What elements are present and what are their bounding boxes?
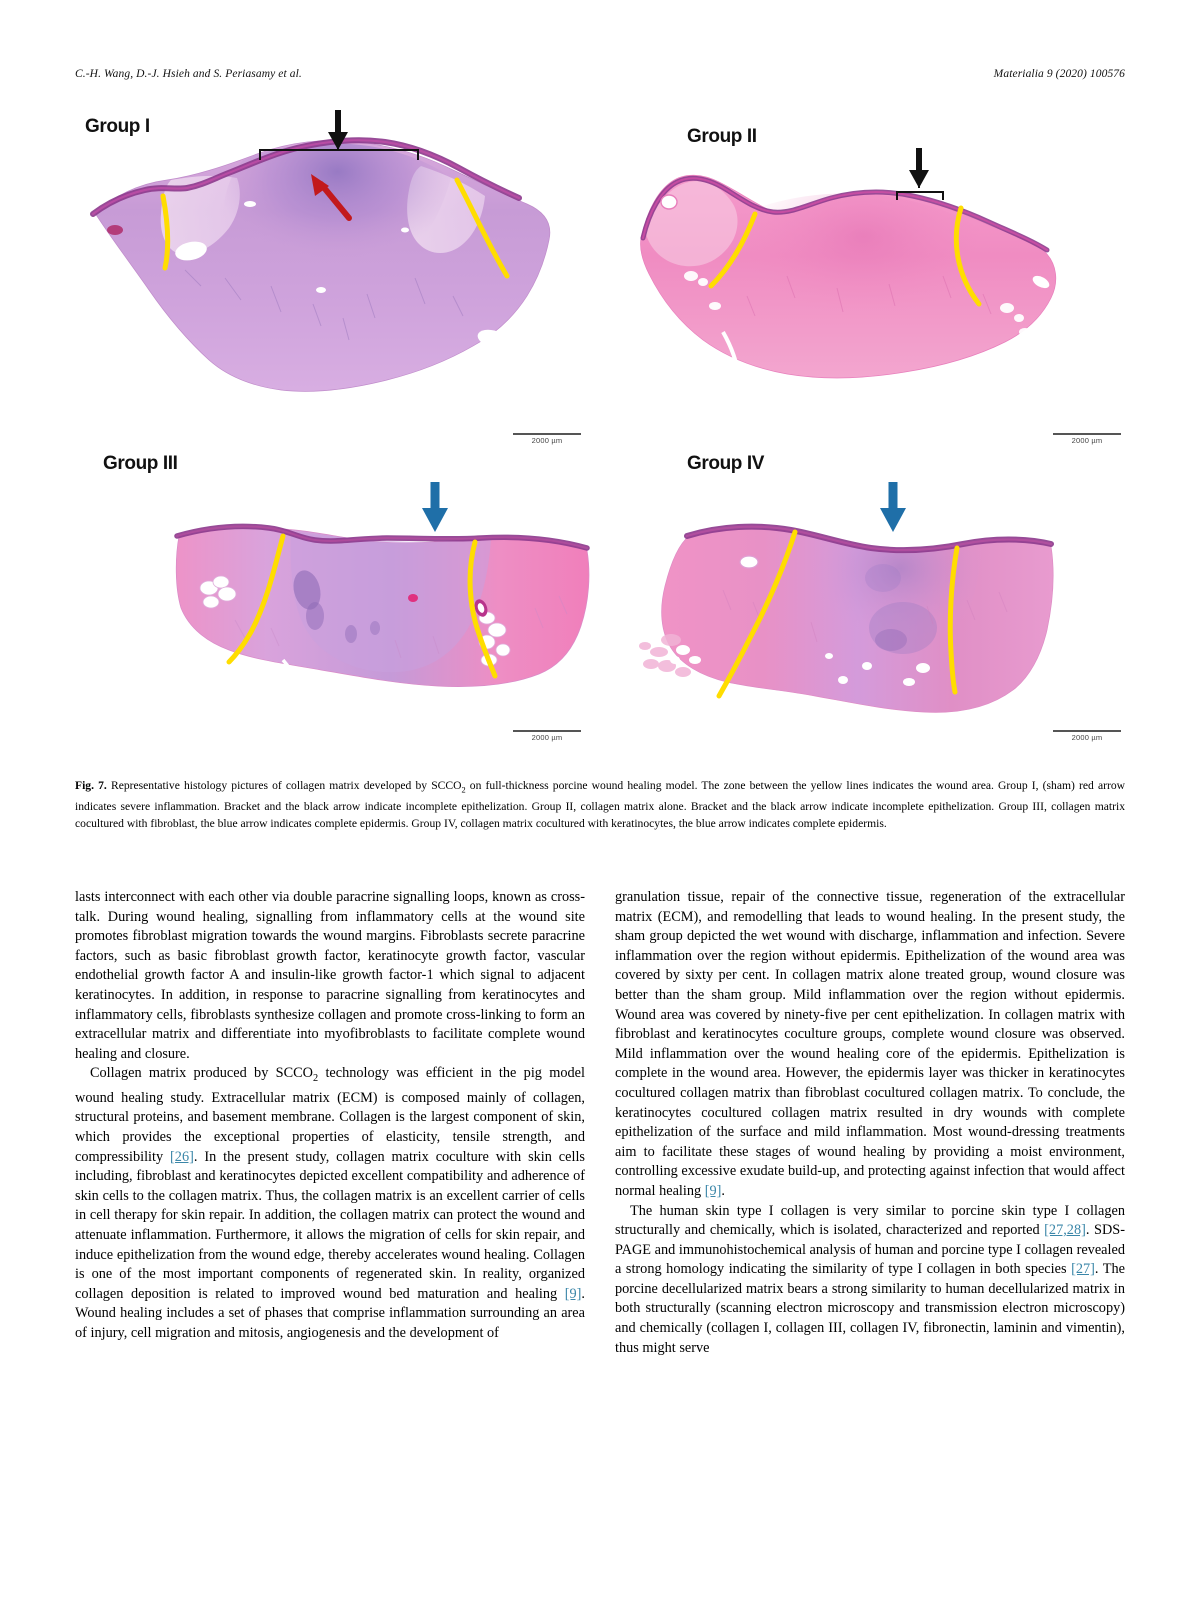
- right-column-paragraph-2: [615, 1202, 1125, 1359]
- figure-caption-number: Fig. 7.: [75, 779, 107, 792]
- right-p2-part-a: The human skin type I collagen is very similar to porcine skin type I collagen structurally and chemically, which is isolated, characterized and reported: [615, 1202, 1125, 1239]
- black-down-arrow-group-2: [875, 146, 965, 206]
- panel-label-group-4: Group IV: [687, 453, 765, 474]
- figure-panel-group-1: [75, 108, 595, 458]
- scalebar-label-group-2: 2000 µm: [1071, 436, 1103, 445]
- running-head-journal: Materialia 9 (2020) 100576: [993, 68, 1125, 80]
- scalebar-label-group-4: 2000 µm: [1071, 733, 1103, 742]
- figure-caption-subscript: 2: [461, 785, 466, 795]
- left-p2-subscript: 2: [313, 1073, 319, 1085]
- figure-panel-group-4: [605, 438, 1125, 768]
- left-column-paragraph-1: lasts interconnect with each other via double paracrine signalling loops, known as cross-talk. During wound healing, signalling from inflammatory cells at the wound site promotes fibroblast migration towards the wound margins. Fibroblasts secrete paracrine factors, such as basic fibroblast growth factor, keratinocyte growth factor, vascular endothelial growth factor A and insulin-like growth factor-1 which signal to adjacent keratinocytes. In addition, in response to paracrine signalling from keratinocytes and inflammatory cells, fibroblasts synthesize collagen and promote cross-linking to form an extracellular matrix and differentiate into myofibroblasts to facilitate complete wound healing and closure.: [75, 889, 585, 1062]
- citation-27-28[interactable]: [27,28]: [1044, 1222, 1086, 1239]
- left-p2-part-c: . In the present study, collagen matrix coculture with skin cells including, fibroblast and keratinocytes depicted excellent compatibility and adherence of skin cells to the collagen matrix. Thus, the collagen matrix is an excellent carrier of cells in cell therapy for skin repair. In addition, the collagen matrix can protect the wound and attenuate inflammation. Furthermore, it allows the migration of cells for skin repair, and induce epithelization from the wound edge, thereby accelerates wound healing. Collagen is one of the most important components of regenerated skin. In reality, organized collagen deposition is related to improved wound bed maturation and healing: [75, 1148, 585, 1302]
- body-text-columns: [75, 888, 1125, 1548]
- citation-27[interactable]: [27]: [1071, 1261, 1095, 1278]
- black-down-arrow-group-1: [250, 108, 430, 168]
- left-column-paragraph-2: [75, 1064, 585, 1343]
- running-head: [75, 68, 1125, 80]
- panel-label-group-1: Group I: [85, 116, 150, 137]
- citation-9-left[interactable]: [9]: [564, 1285, 582, 1302]
- wound-margin-lines-group-4: [627, 510, 1057, 720]
- scalebar-group-3: [513, 730, 581, 742]
- left-p2-part-a: Collagen matrix produced by SCCO: [90, 1065, 313, 1082]
- right-p2-part-b: . SDS-PAGE and immunohistochemical analysis of human and porcine type I collagen revealed a strong homology indicating the similarity of type I collagen in both species: [615, 1222, 1126, 1278]
- right-p1-part-b: .: [721, 1182, 725, 1199]
- figure-caption: [75, 778, 1125, 832]
- scalebar-label-group-1: 2000 µm: [531, 436, 563, 445]
- wound-margin-lines-group-2: [627, 156, 1067, 416]
- panel-label-group-2: Group II: [687, 126, 757, 147]
- running-head-authors: C.-H. Wang, D.-J. Hsieh and S. Periasamy et al.: [75, 68, 302, 80]
- scalebar-line-group-4: [1053, 730, 1121, 732]
- scalebar-line-group-1: [513, 433, 581, 435]
- figure-caption-text-2: on full-thickness porcine wound healing model. The zone between the yellow lines indicates the wound area. Group I, (sham) red arrow indicates severe inflammation. Bracket and the black arrow indicate incomplete epithelization. Group II, collagen matrix alone. Bracket and the black arrow indicate incomplete epithelization. Group III, collagen matrix cocultured with fibroblast, the blue arrow indicates complete epidermis. Group IV, collagen matrix cocultured with keratinocytes, the blue arrow indicates complete epidermis.: [75, 779, 1125, 830]
- right-p2-part-c: . The porcine decellularized matrix bears a strong similarity to human decellularized matrix in both structurally (scanning electron microscopy and transmission electron microscopy) and chemically (collagen I, collagen III, collagen IV, fibronectin, laminin and vimentin), thus might serve: [615, 1261, 1125, 1356]
- figure-panel-group-3: [75, 438, 595, 768]
- figure-caption-text-1: Representative histology pictures of collagen matrix developed by SCCO: [106, 779, 462, 792]
- left-p2-part-d: . Wound healing includes a set of phases that comprise inflammation surrounding an area of injury, cell migration and mitosis, angiogenesis and the development of: [75, 1285, 585, 1341]
- wound-margin-lines-group-3: [175, 510, 595, 700]
- scalebar-line-group-3: [513, 730, 581, 732]
- panel-label-group-3: Group III: [103, 453, 178, 474]
- figure-panel-group-2: [605, 108, 1125, 458]
- blue-down-arrow-group-3: [415, 480, 455, 538]
- citation-9-right[interactable]: [9]: [704, 1182, 722, 1199]
- red-arrow-group-1: [303, 170, 363, 226]
- citation-26[interactable]: [26]: [170, 1148, 194, 1165]
- left-p2-part-b: technology was efficient in the pig model wound healing study. Extracellular matrix (ECM) is composed mainly of collagen, structural proteins, and basement membrane. Collagen is the largest component of skin, which provides the exceptional properties of elasticity, tensile strength, and compressibility: [75, 1065, 585, 1165]
- blue-down-arrow-group-4: [873, 480, 913, 538]
- scalebar-line-group-2: [1053, 433, 1121, 435]
- right-column-paragraph-1: [615, 888, 1125, 1202]
- scalebar-group-4: [1053, 730, 1121, 742]
- scalebar-label-group-3: 2000 µm: [531, 733, 563, 742]
- figure-7: [75, 108, 1125, 768]
- right-p1-part-a: granulation tissue, repair of the connective tissue, regeneration of the extracellular matrix (ECM), and remodelling that leads to wound healing. In the present study, the sham group depicted the wet wound with discharge, inflammation and infection. Severe inflammation over the region without epidermis. Epithelization of the wound area was covered by sixty per cent. In collagen matrix alone treated group, wound closure was better than the sham group. Mild inflammation over the region without epidermis. Wound area was covered by ninety-five per cent epithelization. In collagen matrix with fibroblast and keratinocytes coculture groups, complete wound closure was observed. Mild inflammation over the wound healing core of the epidermis. Epithelization is complete in the wound area. However, the epidermis layer was thicker in keratinocytes cocultured collagen matrix than fibroblast cocultured collagen matrix. To conclude, the keratinocytes cocultured collagen matrix resulted in dry wounds with complete epithelization of the surface and mild inflammation. Most wound-dressing treatments aim to facilitate these stages of wound healing by providing a moist environment, controlling excessive exudate build-up, and protecting against infection that would affect normal healing: [615, 889, 1125, 1199]
